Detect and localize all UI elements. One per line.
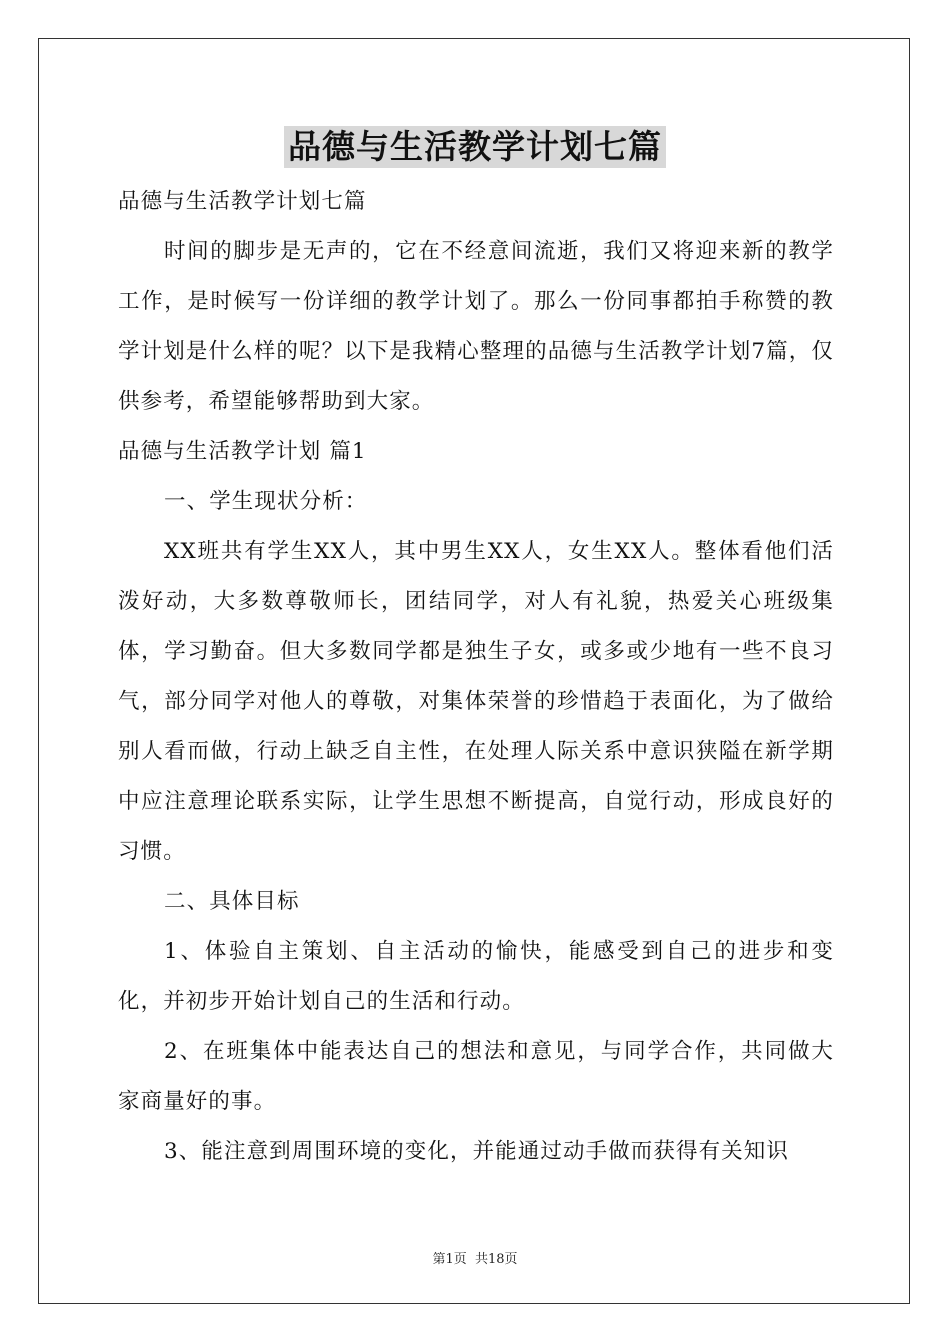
goal-item-1: 1、体验自主策划、自主活动的愉快，能感受到自己的进步和变化，并初步开始计划自己的生活和行动。 [118, 939, 834, 1014]
section-heading: 品德与生活教学计划 篇1 [118, 439, 367, 464]
goal-item-2: 2、在班集体中能表达自己的想法和意见，与同学合作，共同做大家商量好的事。 [118, 1039, 834, 1114]
title-block [0, 126, 950, 168]
subheading-2: 二、具体目标 [164, 889, 300, 914]
page-total: 共18页 [474, 1252, 518, 1267]
goal-item-3: 3、能注意到周围环境的变化，并能通过动手做而获得有关知识 [164, 1139, 789, 1164]
document-body [118, 177, 834, 1177]
intro-paragraph: 时间的脚步是无声的，它在不经意间流逝，我们又将迎来新的教学工作，是时候写一份详细的教学计划了。那么一份同事都拍手称赞的教学计划是什么样的呢？以下是我精心整理的品德与生活教学计划7篇，仅供参考，希望能够帮助到大家。 [118, 239, 834, 414]
document-title: 品德与生活教学计划七篇 [284, 126, 666, 168]
subtitle-paragraph: 品德与生活教学计划七篇 [118, 189, 367, 214]
page-number: 第1页 [432, 1252, 467, 1267]
subheading-1: 一、学生现状分析： [164, 489, 368, 514]
page-footer [0, 1248, 950, 1267]
analysis-paragraph: XX班共有学生XX人，其中男生XX人，女生XX人。整体看他们活泼好动，大多数尊敬师长，团结同学，对人有礼貌，热爱关心班级集体，学习勤奋。但大多数同学都是独生子女，或多或少地有一些不良习气，部分同学对他人的尊敬，对集体荣誉的珍惜趋于表面化，为了做给别人看而做，行动上缺乏自主性，在处理人际关系中意识狭隘在新学期中应注意理论联系实际，让学生思想不断提高，自觉行动，形成良好的习惯。 [118, 539, 834, 864]
